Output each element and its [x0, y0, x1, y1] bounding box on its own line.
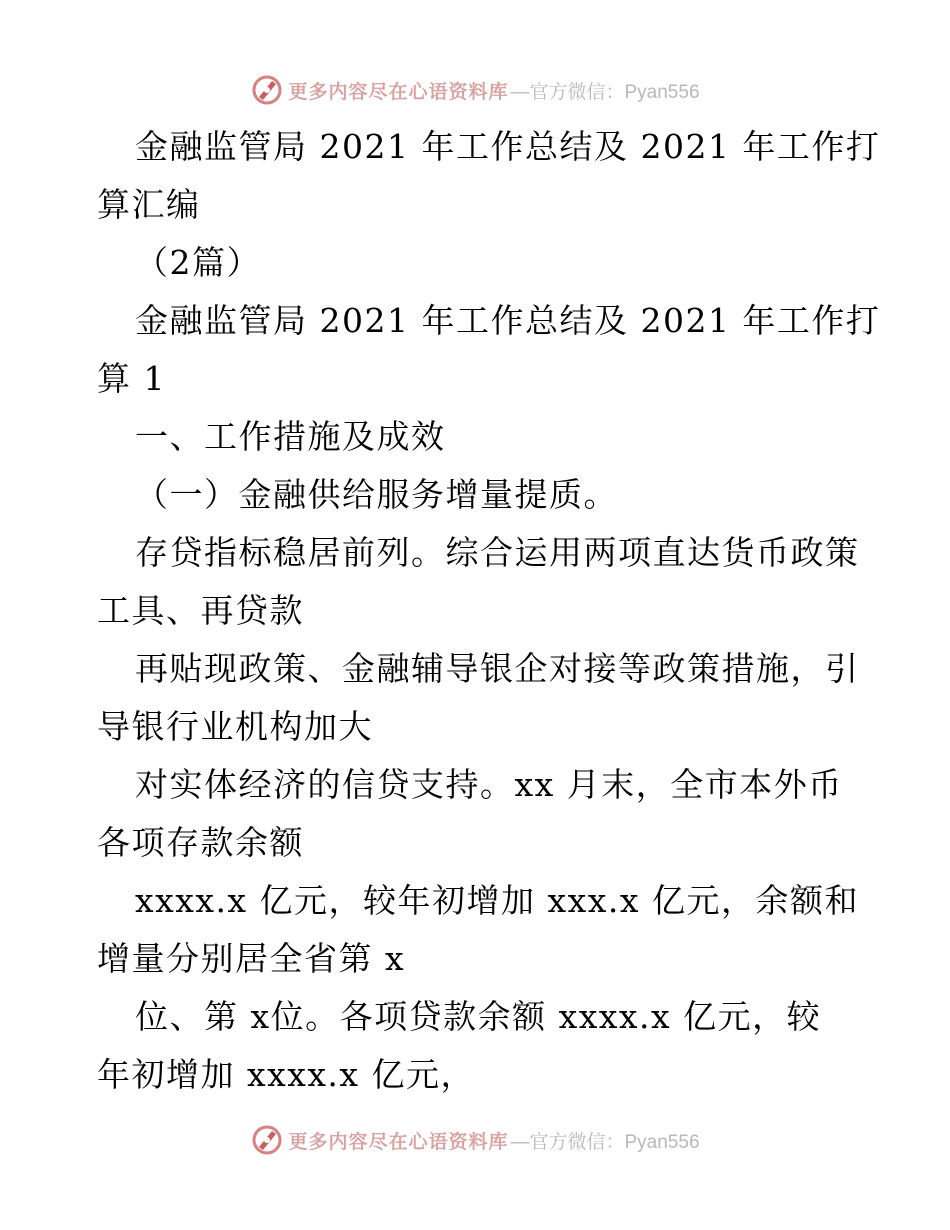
- watermark-text: 更多内容尽在心语资料库: [288, 80, 509, 103]
- text-line: 金融监管局 2021 年工作总结及 2021 年工作打: [135, 127, 881, 166]
- pen-logo-icon: [250, 73, 284, 107]
- text-line: xxxx.x 亿元，较年初增加 xxx.x 亿元，余额和: [135, 881, 859, 920]
- text-line: 再贴现政策、金融辅导银企对接等政策措施，引: [135, 649, 860, 688]
- document-body: [97, 118, 881, 1104]
- text-line: （2篇）: [135, 243, 261, 282]
- watermark-contact: —官方微信：Pyan556: [510, 1131, 700, 1153]
- pen-logo-icon: [250, 1123, 284, 1157]
- text-line: 位、第 x位。各项贷款余额 xxxx.x 亿元，较: [135, 997, 822, 1036]
- text-line: 增量分别居全省第 x: [97, 939, 406, 978]
- header-watermark: [0, 70, 950, 110]
- text-line: 年初增加 xxxx.x 亿元，: [97, 1055, 476, 1094]
- watermark-contact: —官方微信：Pyan556: [510, 81, 700, 103]
- text-line: 工具、再贷款: [97, 591, 304, 630]
- section-heading: 一、工作措施及成效: [135, 417, 446, 456]
- footer-watermark: [0, 1120, 950, 1160]
- text-line: 各项存款余额: [97, 823, 304, 862]
- text-line: 导银行业机构加大: [97, 707, 373, 746]
- text-line: 金融监管局 2021 年工作总结及 2021 年工作打: [135, 301, 881, 340]
- text-line: 存贷指标稳居前列。综合运用两项直达货币政策: [135, 533, 860, 572]
- subsection-heading: （一）金融供给服务增量提质。: [135, 475, 618, 514]
- text-line: 对实体经济的信贷支持。xx 月末，全市本外币: [135, 765, 843, 804]
- text-line: 算汇编: [97, 185, 201, 224]
- text-line: 算 1: [97, 359, 166, 398]
- watermark-text: 更多内容尽在心语资料库: [288, 1130, 509, 1153]
